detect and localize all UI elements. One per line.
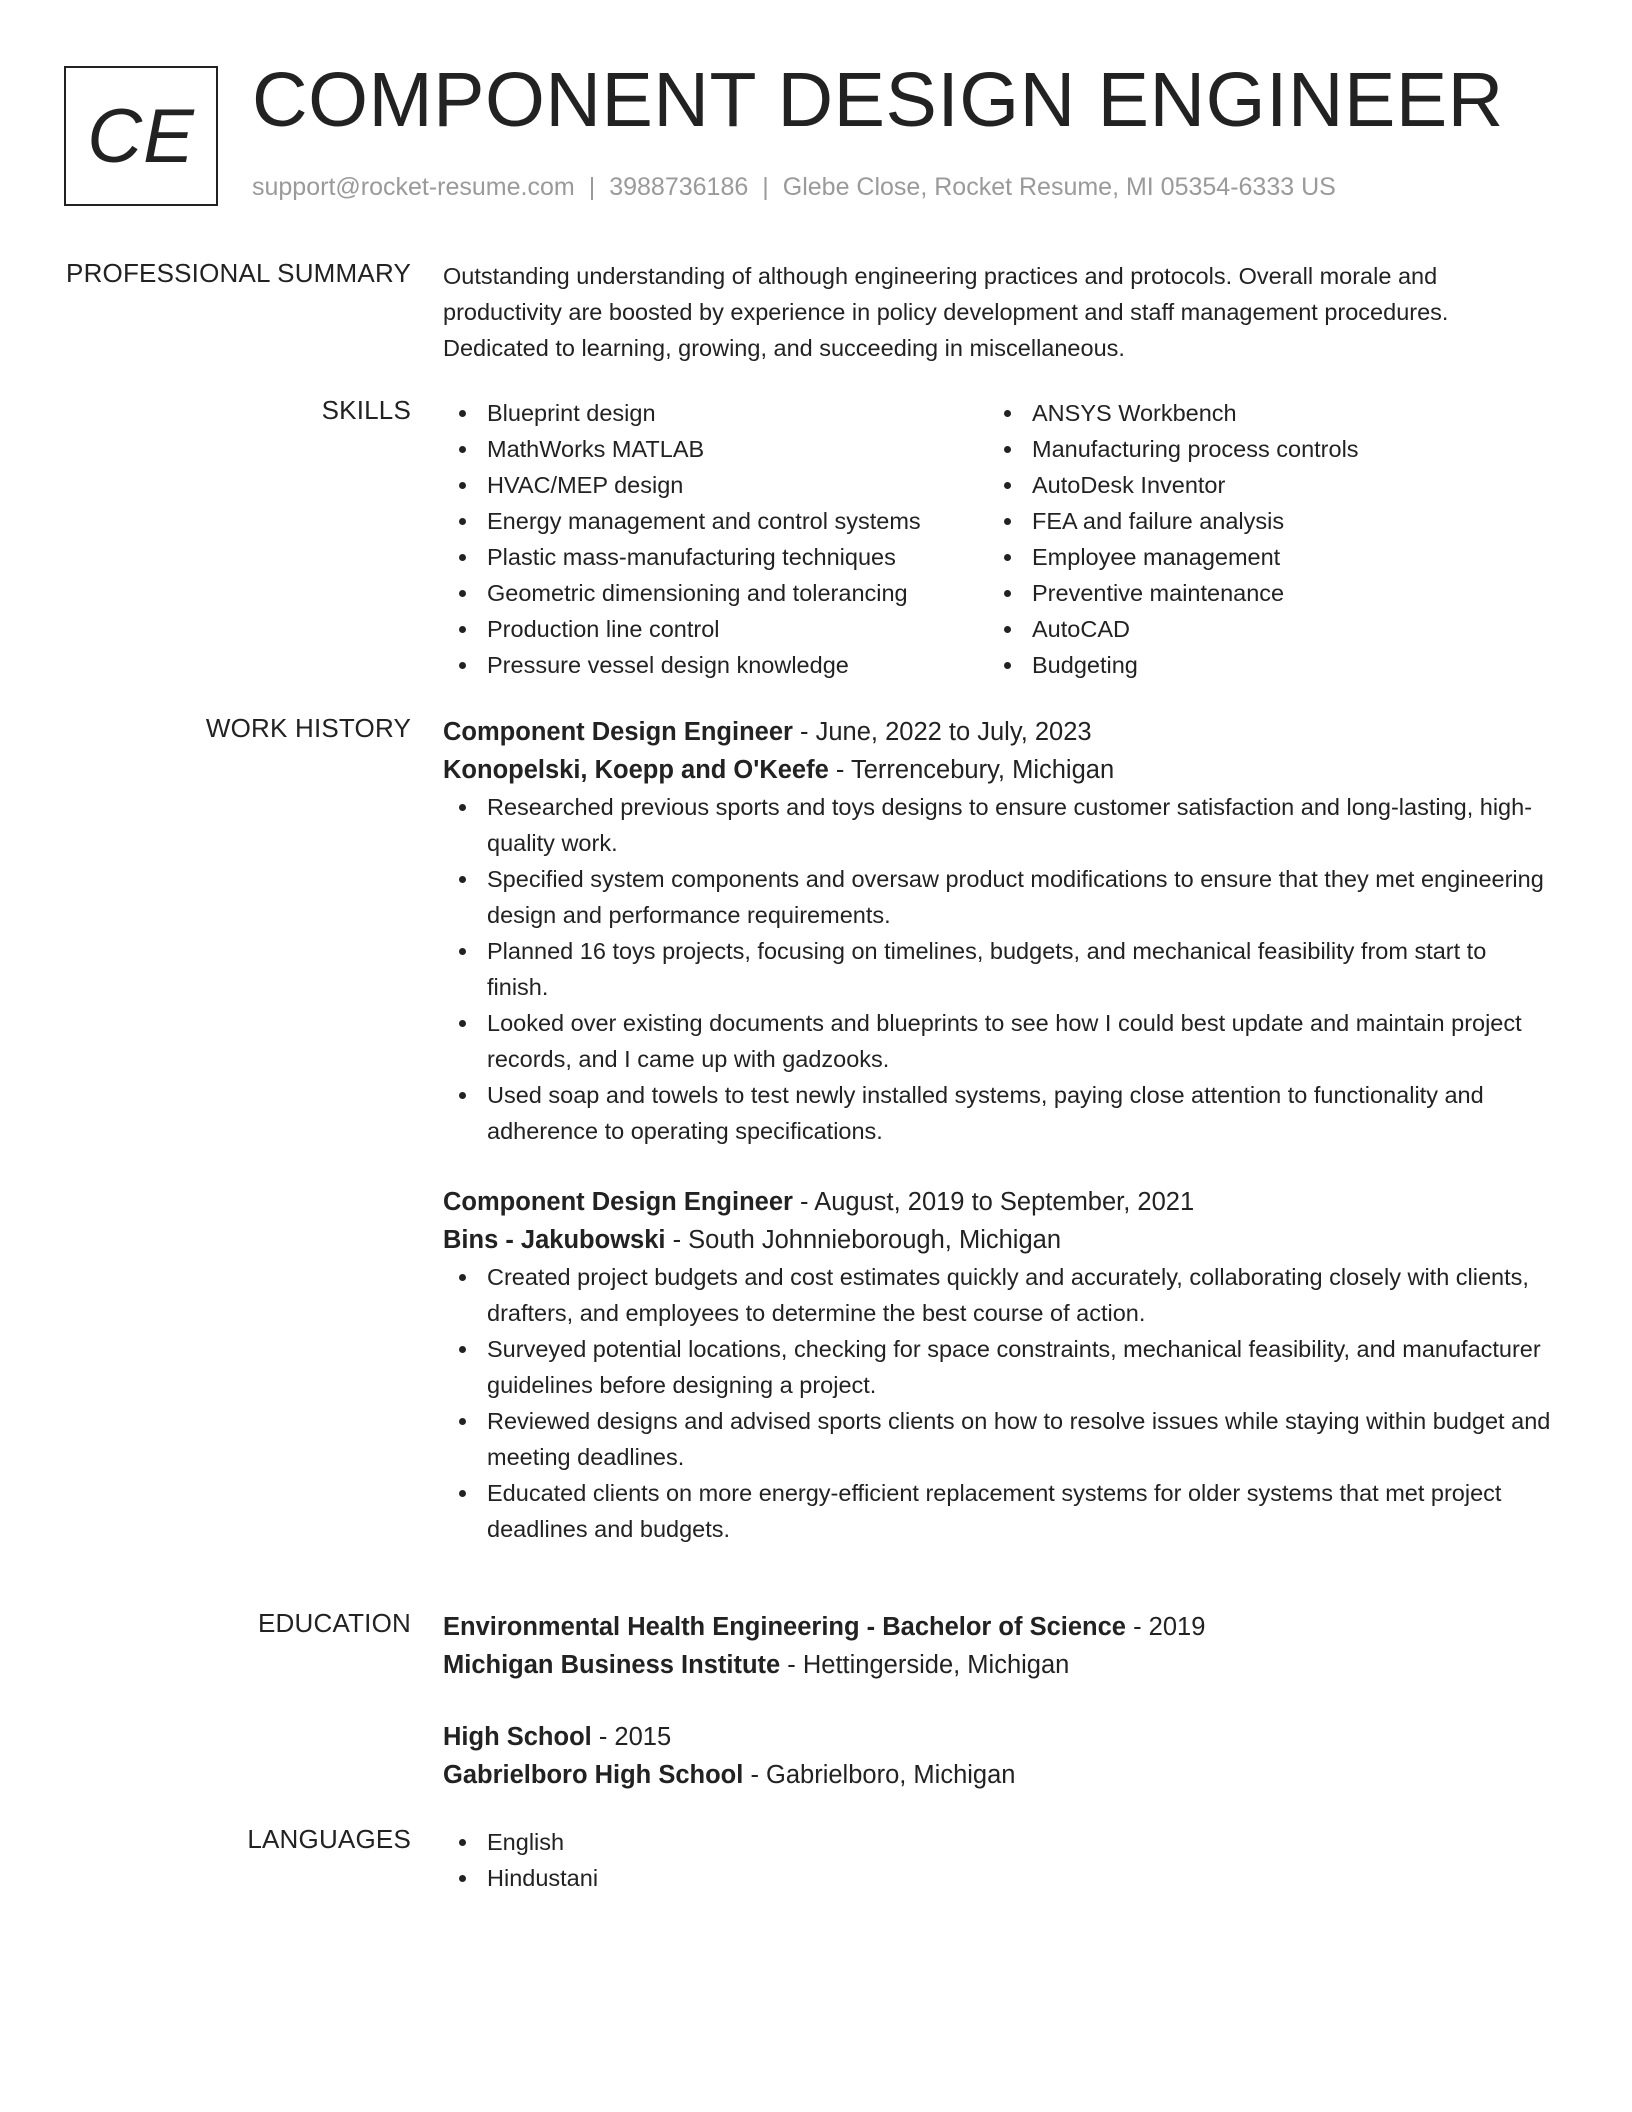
- job-bullet: Created project budgets and cost estimates quickly and accurately, collaborating closely with clients, drafters, and employees to determine the best course of action.: [443, 1259, 1553, 1331]
- skill-item: Energy management and control systems: [443, 503, 988, 539]
- skill-item: Production line control: [443, 611, 988, 647]
- contact-line: [252, 173, 1336, 202]
- job-bullet: Used soap and towels to test newly installed systems, paying close attention to functionality and adherence to operating specifications.: [443, 1077, 1553, 1149]
- section-title-education: EDUCATION: [258, 1608, 411, 1638]
- education-degree: Environmental Health Engineering - Bachelor of Science: [443, 1613, 1126, 1641]
- job-role-line: [443, 1183, 1553, 1221]
- education-school-line: [443, 1756, 1553, 1794]
- languages-list: [443, 1824, 1553, 1896]
- contact-address: Glebe Close, Rocket Resume, MI 05354-6333 US: [782, 173, 1336, 201]
- section-title-skills: SKILLS: [321, 395, 411, 425]
- skill-item: Employee management: [988, 539, 1533, 575]
- skills-body: [443, 395, 1553, 683]
- skill-item: Manufacturing process controls: [988, 431, 1533, 467]
- education-location: - Hettingerside, Michigan: [780, 1651, 1070, 1679]
- education-location: - Gabrielboro, Michigan: [743, 1761, 1016, 1789]
- job-company: Konopelski, Koepp and O'Keefe: [443, 756, 829, 784]
- skill-item: HVAC/MEP design: [443, 467, 988, 503]
- work-history-body: [443, 713, 1553, 1581]
- languages-body: [443, 1824, 1553, 1896]
- skill-item: Pressure vessel design knowledge: [443, 647, 988, 683]
- skill-item: Budgeting: [988, 647, 1533, 683]
- resume-title: COMPONENT DESIGN ENGINEER: [252, 57, 1504, 143]
- education-year: - 2019: [1125, 1613, 1206, 1641]
- language-item: Hindustani: [443, 1860, 1553, 1896]
- job-entry: [443, 713, 1553, 1149]
- education-degree: High School: [443, 1723, 592, 1751]
- summary-text: Outstanding understanding of although engineering practices and protocols. Overall morale and productivity are boosted by experience in policy development and staff management procedures. Dedicated to learning, growing, and succeeding in miscellaneous.: [443, 263, 1449, 361]
- summary-body: [443, 258, 1553, 366]
- job-dates: - August, 2019 to September, 2021: [792, 1188, 1195, 1216]
- skills-list-right: [988, 395, 1533, 683]
- job-entry: [443, 1183, 1553, 1547]
- education-school: Michigan Business Institute: [443, 1651, 781, 1679]
- skills-list-left: [443, 395, 988, 683]
- job-location: - South Johnnieborough, Michigan: [665, 1226, 1061, 1254]
- skill-item: Plastic mass-manufacturing techniques: [443, 539, 988, 575]
- job-bullet: Looked over existing documents and blueprints to see how I could best update and maintain project records, and I came up with gadzooks.: [443, 1005, 1553, 1077]
- skill-item: AutoDesk Inventor: [988, 467, 1533, 503]
- job-role: Component Design Engineer: [443, 1188, 793, 1216]
- contact-separator: |: [588, 173, 596, 201]
- education-body: [443, 1608, 1553, 1828]
- job-location: - Terrencebury, Michigan: [828, 756, 1115, 784]
- section-title-work-history: WORK HISTORY: [205, 713, 411, 743]
- skill-item: AutoCAD: [988, 611, 1533, 647]
- language-item: English: [443, 1824, 1553, 1860]
- job-role-line: [443, 713, 1553, 751]
- skill-item: Geometric dimensioning and tolerancing: [443, 575, 988, 611]
- skill-item: Blueprint design: [443, 395, 988, 431]
- skill-item: Preventive maintenance: [988, 575, 1533, 611]
- education-school-line: [443, 1646, 1553, 1684]
- skill-item: ANSYS Workbench: [988, 395, 1533, 431]
- monogram-logo: CE: [64, 66, 218, 206]
- section-title-summary: PROFESSIONAL SUMMARY: [66, 258, 411, 288]
- job-bullet: Planned 16 toys projects, focusing on timelines, budgets, and mechanical feasibility from start to finish.: [443, 933, 1553, 1005]
- contact-phone[interactable]: 3988736186: [609, 173, 749, 201]
- job-bullet: Surveyed potential locations, checking for space constraints, mechanical feasibility, and manufacturer guidelines before designing a project.: [443, 1331, 1553, 1403]
- job-company-line: [443, 1221, 1553, 1259]
- education-degree-line: [443, 1608, 1553, 1646]
- education-degree-line: [443, 1718, 1553, 1756]
- job-bullet: Researched previous sports and toys designs to ensure customer satisfaction and long-lasting, high-quality work.: [443, 789, 1553, 861]
- job-bullets: [443, 1259, 1553, 1547]
- job-bullet: Reviewed designs and advised sports clients on how to resolve issues while staying within budget and meeting deadlines.: [443, 1403, 1553, 1475]
- job-role: Component Design Engineer: [443, 718, 793, 746]
- job-company: Bins - Jakubowski: [443, 1226, 666, 1254]
- job-bullet: Educated clients on more energy-efficient replacement systems for older systems that met project deadlines and budgets.: [443, 1475, 1553, 1547]
- job-bullet: Specified system components and oversaw product modifications to ensure that they met engineering design and performance requirements.: [443, 861, 1553, 933]
- skill-item: FEA and failure analysis: [988, 503, 1533, 539]
- skill-item: MathWorks MATLAB: [443, 431, 988, 467]
- job-company-line: [443, 751, 1553, 789]
- job-dates: - June, 2022 to July, 2023: [792, 718, 1092, 746]
- education-entry: [443, 1608, 1553, 1684]
- contact-email[interactable]: support@rocket-resume.com: [252, 173, 575, 201]
- education-entry: [443, 1718, 1553, 1794]
- education-school: Gabrielboro High School: [443, 1761, 744, 1789]
- section-title-languages: LANGUAGES: [247, 1824, 411, 1854]
- contact-separator: |: [762, 173, 769, 201]
- job-bullets: [443, 789, 1553, 1149]
- education-year: - 2015: [591, 1723, 672, 1751]
